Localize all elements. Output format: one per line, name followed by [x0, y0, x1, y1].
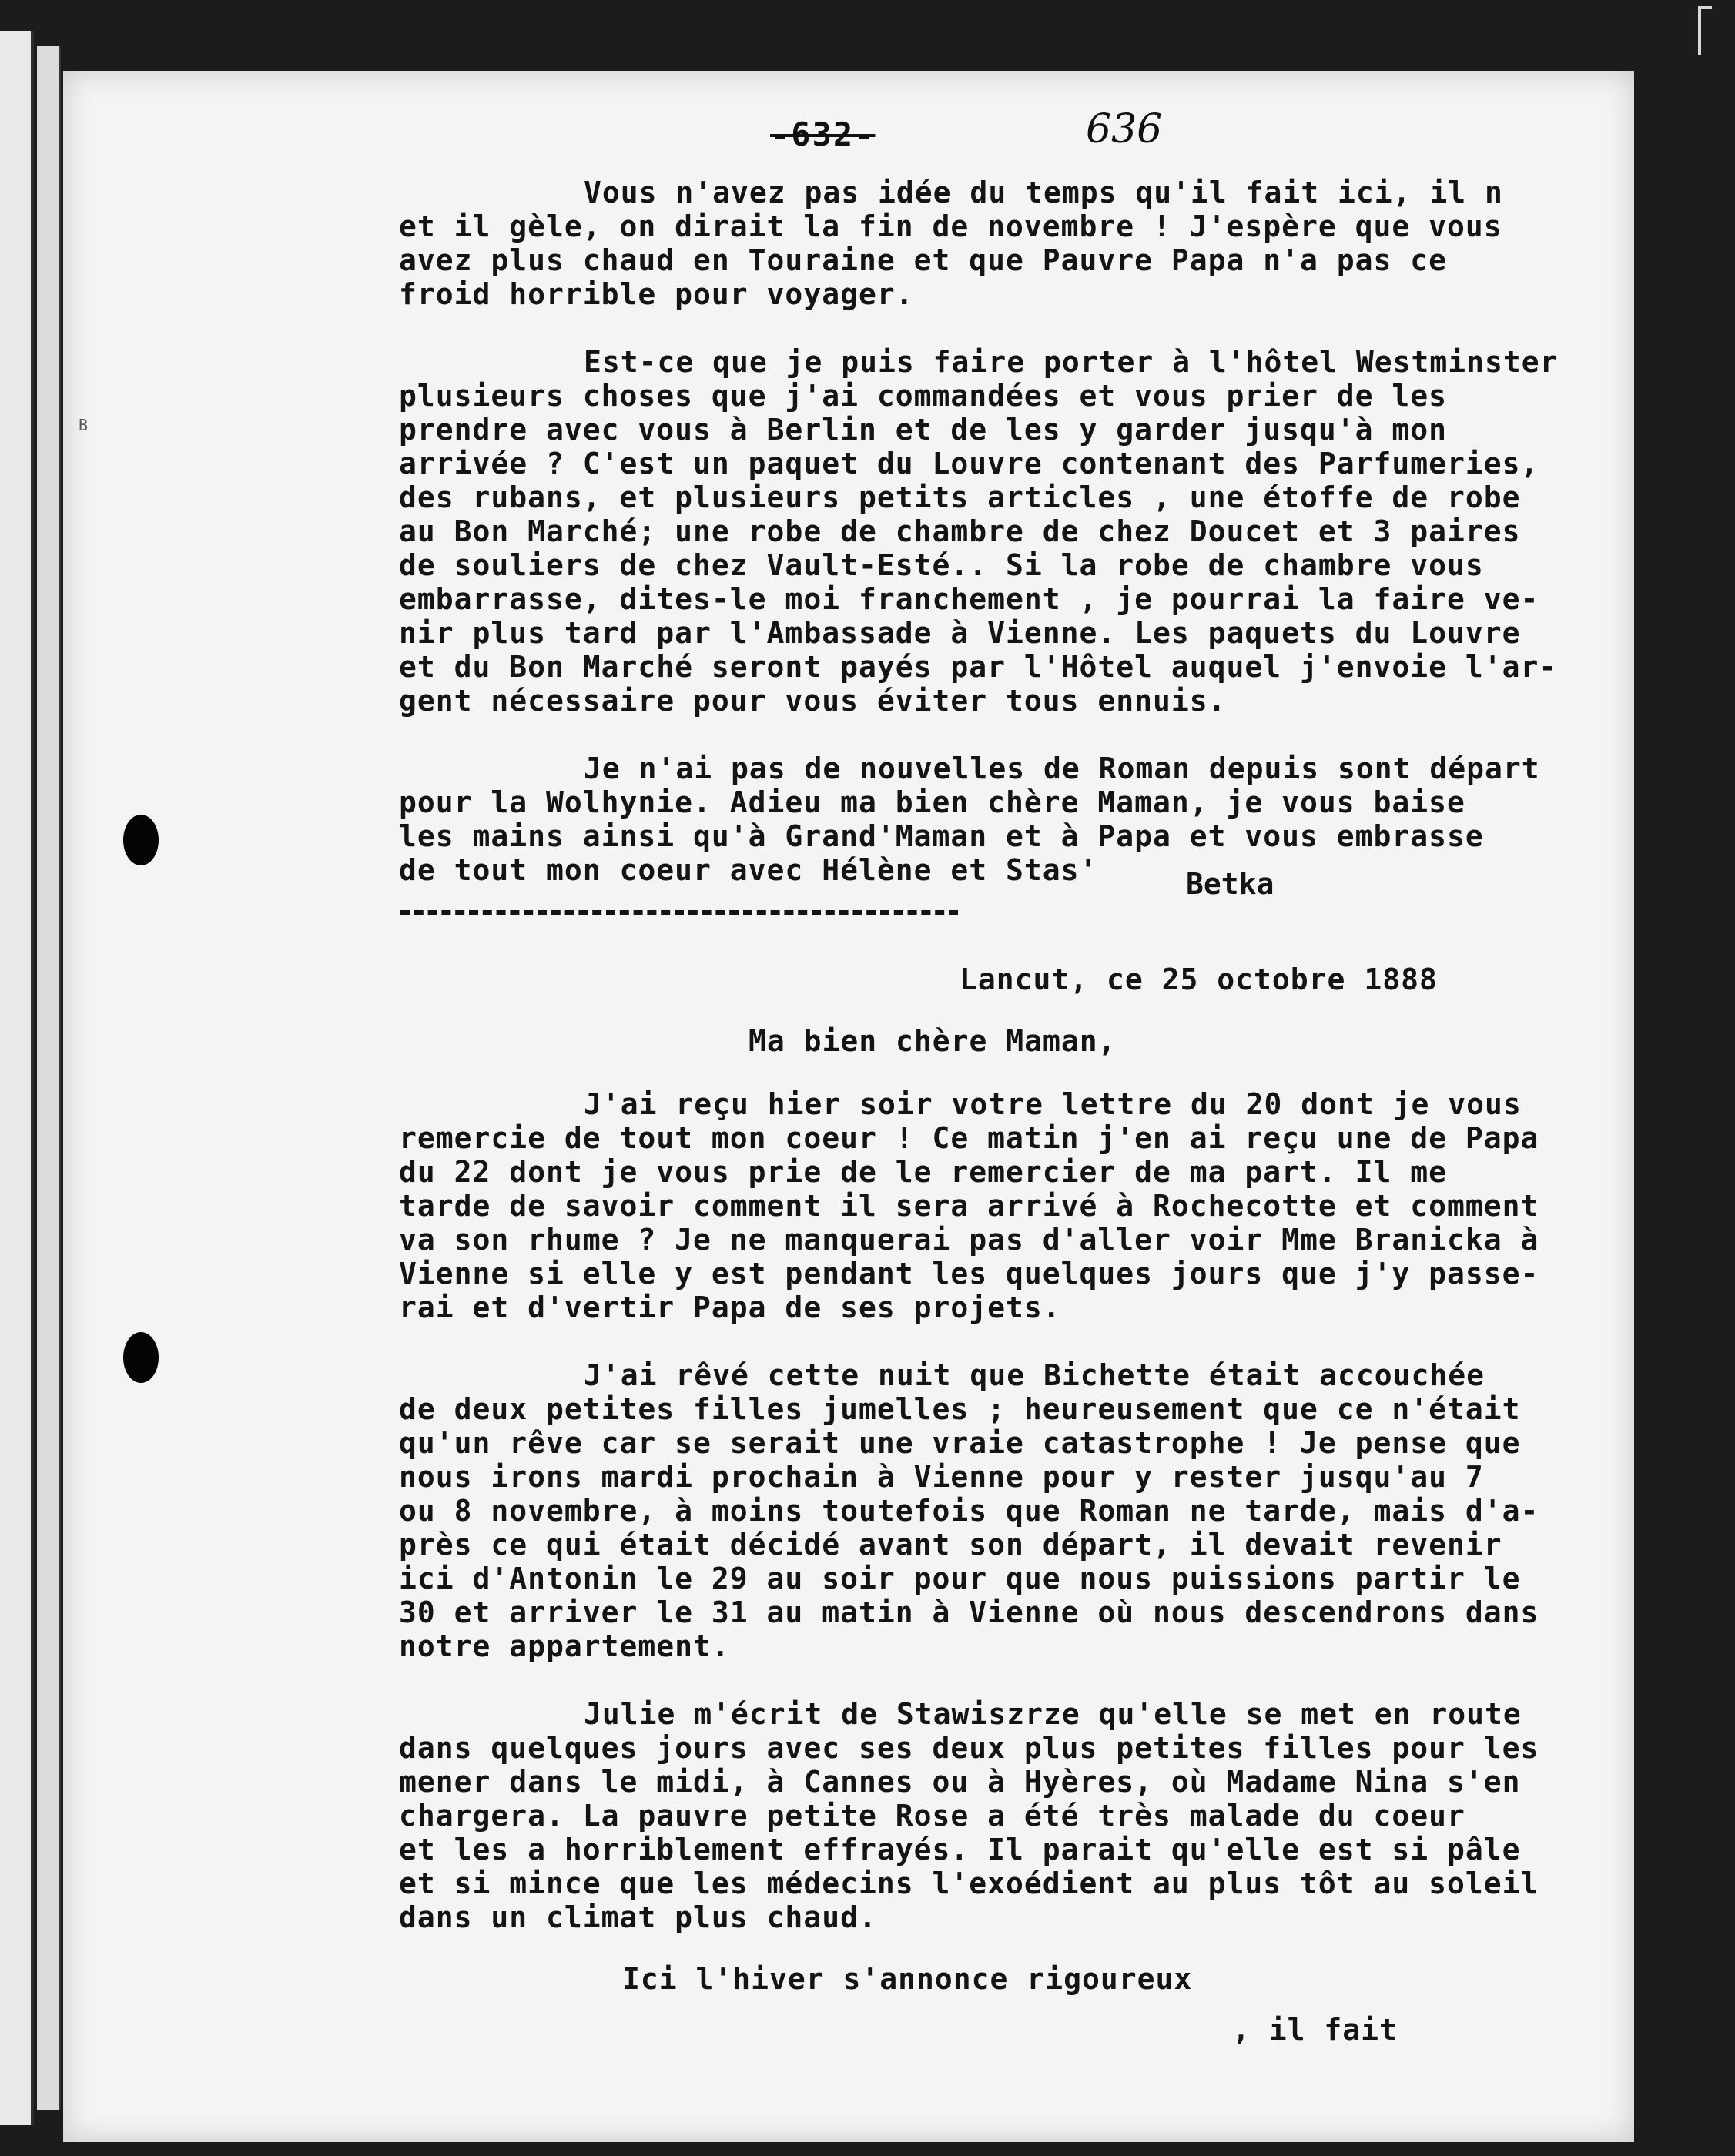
paragraph: J'ai reçu hier soir votre lettre du 20 dont je vous remercie de tout mon coeur ! Ce matin j'en ai reçu une de Papa du 22 dont je vous prie de le remercier de ma part. Il me tarde de savoir comment il sera arrivé à Rochecotte et comment va son rhume ? Je ne manquerai pas d'aller voir Mme Branicka à Vienne si elle y est pendant les quelques jours que j'y passe- rai et d'vertir Papa de ses projets. — [399, 1087, 1539, 1324]
dateline: Lancut, ce 25 octobre 1888 — [960, 962, 1438, 996]
salutation: Ma bien chère Maman, — [749, 1024, 1117, 1058]
page-number-handwritten: 636 — [1086, 106, 1163, 152]
book-edge-inner — [37, 46, 61, 2110]
letter-body-part2 — [399, 1087, 1631, 1968]
margin-mark: B — [79, 416, 89, 434]
punch-hole-upper — [123, 815, 159, 865]
closing-line: Ici l'hiver s'annonce rigoureux — [622, 1962, 1193, 1996]
paragraph: Est-ce que je puis faire porter à l'hôtel Westminster plusieurs choses que j'ai commandées et vous prier de les prendre avec vous à Berlin et de les y garder jusqu'à mon arrivée ? C'est un paquet du Louvre contenant des Parfumeries, des rubans, et plusieurs petits articles , une étoffe de robe au Bon Marché; une robe de chambre de chez Doucet et 3 paires de souliers de chez Vault-Esté.. Si la robe de chambre vous embarrasse, dites-le moi franchement , je pourrai la faire ve- nir plus tard par l'Ambassade à Vienne. Les paquets du Louvre et du Bon Marché seront payés par l'Hôtel auquel j'envoie l'ar- gent nécessaire pour vous éviter tous ennuis. — [399, 345, 1559, 718]
book-edge-left — [0, 31, 34, 2125]
letter-separator-line — [400, 910, 958, 915]
letter-body-part1 — [399, 176, 1631, 921]
punch-hole-lower — [123, 1332, 159, 1383]
page-number-typed: -632- — [770, 116, 876, 153]
paragraph: Vous n'avez pas idée du temps qu'il fait ici, il n et il gèle, on dirait la fin de novembre ! J'espère que vous avez plus chaud en Touraine et que Pauvre Papa n'a pas ce froid horrible pour voyager. — [399, 176, 1503, 311]
paragraph: J'ai rêvé cette nuit que Bichette était accouchée de deux petites filles jumelles ; heureusement que ce n'était qu'un rêve car se serait une vraie catastrophe ! Je pense que nous irons mardi prochain à Vienne pour y rester jusqu'au 7 ou 8 novembre, à moins toutefois que Roman ne tarde, mais d'a- près ce qui était décidé avant son départ, il devait revenir ici d'Antonin le 29 au soir pour que nous puissions partir le 30 et arriver le 31 au matin à Vienne où nous descendrons dans notre appartement. — [399, 1358, 1539, 1663]
signature: Betka — [1186, 867, 1274, 901]
closing-tail: , il fait — [1232, 2013, 1398, 2047]
scanner-corner-mark — [1698, 6, 1712, 55]
paragraph: Julie m'écrit de Stawiszrze qu'elle se met en route dans quelques jours avec ses deux plus petites filles pour les mener dans le midi, à Cannes ou à Hyères, où Madame Nina s'en chargera. La pauvre petite Rose a été très malade du coeur et les a horriblement effrayés. Il parait qu'elle est si pâle et si mince que les médecins l'exoédient au plus tôt au soleil dans un climat plus chaud. — [399, 1697, 1539, 1934]
paragraph: Je n'ai pas de nouvelles de Roman depuis sont départ pour la Wolhynie. Adieu ma bien chère Maman, je vous baise les mains ainsi qu'à Grand'Maman et à Papa et vous embrasse de tout mon coeur avec Hélène et Stas' — [399, 752, 1540, 887]
